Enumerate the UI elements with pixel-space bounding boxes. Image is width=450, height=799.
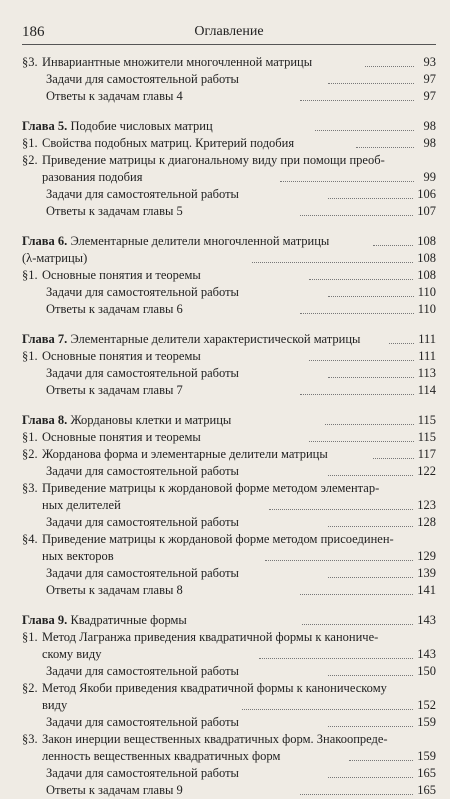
- toc-entry-continued: скому виду 143: [42, 647, 436, 661]
- toc-entry: §4. Приведение матрицы к жордановой форме методом присоединен-: [22, 532, 394, 546]
- toc-entry: Задачи для самостоятельной работы 122: [46, 464, 436, 478]
- toc-entry: Ответы к задачам главы 5 107: [46, 204, 436, 218]
- toc-chapter: Глава 7. Элементарные делители характеристической матрицы 111: [22, 332, 437, 346]
- toc-entry-continued: ных делителей 123: [42, 498, 437, 512]
- toc-entry: Ответы к задачам главы 9 165: [46, 783, 436, 797]
- toc-entry-continued: ленность вещественных квадратичных форм 159: [42, 749, 437, 763]
- toc-entry: §3. Инвариантные множители многочленной матрицы 93: [22, 55, 437, 69]
- toc-chapter: Глава 8. Жордановы клетки и матрицы 115: [22, 413, 436, 427]
- toc-entry: Задачи для самостоятельной работы 150: [46, 664, 436, 678]
- toc-entry: Задачи для самостоятельной работы 113: [46, 366, 437, 380]
- toc-entry: Задачи для самостоятельной работы 128: [46, 515, 436, 529]
- toc-entry: §1. Свойства подобных матриц. Критерий подобия 98: [22, 136, 437, 150]
- toc-entry-continued: разования подобия 99: [42, 170, 437, 184]
- toc-chapter: Глава 5. Подобие числовых матриц 98: [22, 119, 437, 133]
- toc-entry-continued: виду 152: [42, 698, 437, 712]
- toc-entry: §2. Метод Якоби приведения квадратичной формы к каноническому: [22, 681, 387, 695]
- toc-entry: §1. Основные понятия и теоремы 111: [22, 349, 437, 363]
- toc-entry: §3. Закон инерции вещественных квадратичных форм. Знакоопреде-: [22, 732, 388, 746]
- running-title: Оглавление: [194, 24, 264, 39]
- toc-chapter: Глава 6. Элементарные делители многочленной матрицы 108: [22, 234, 436, 248]
- toc-entry: Задачи для самостоятельной работы 97: [46, 72, 436, 86]
- toc-entry: Задачи для самостоятельной работы 139: [46, 566, 436, 580]
- toc-chapter-continued: (λ-матрицы) 108: [22, 251, 436, 265]
- toc-entry: Ответы к задачам главы 6 110: [46, 302, 437, 316]
- toc-entry: Задачи для самостоятельной работы 110: [46, 285, 437, 299]
- toc-entry: §2. Приведение матрицы к диагональному виду при помощи преоб-: [22, 153, 385, 167]
- toc-entry: §1. Основные понятия и теоремы 108: [22, 268, 437, 282]
- toc-entry: Ответы к задачам главы 8 141: [46, 583, 436, 597]
- toc-chapter: Глава 9. Квадратичные формы 143: [22, 613, 437, 627]
- toc-entry: Задачи для самостоятельной работы 106: [46, 187, 436, 201]
- toc-entry: Ответы к задачам главы 4 97: [46, 89, 436, 103]
- page-number: 186: [22, 24, 45, 40]
- toc-entry: Задачи для самостоятельной работы 159: [46, 715, 436, 729]
- toc-entry: Ответы к задачам главы 7 114: [46, 383, 437, 397]
- toc-entry: §2. Жорданова форма и элементарные делители матрицы 117: [22, 447, 437, 461]
- table-of-contents: [22, 54, 436, 799]
- toc-entry: §3. Приведение матрицы к жордановой форме методом элементар-: [22, 481, 380, 495]
- toc-entry: §1. Основные понятия и теоремы 115: [22, 430, 436, 444]
- running-head: [22, 22, 436, 45]
- toc-entry: Задачи для самостоятельной работы 165: [46, 766, 436, 780]
- toc-entry-continued: ных векторов 129: [42, 549, 437, 563]
- toc-entry: §1. Метод Лагранжа приведения квадратичной формы к канониче-: [22, 630, 379, 644]
